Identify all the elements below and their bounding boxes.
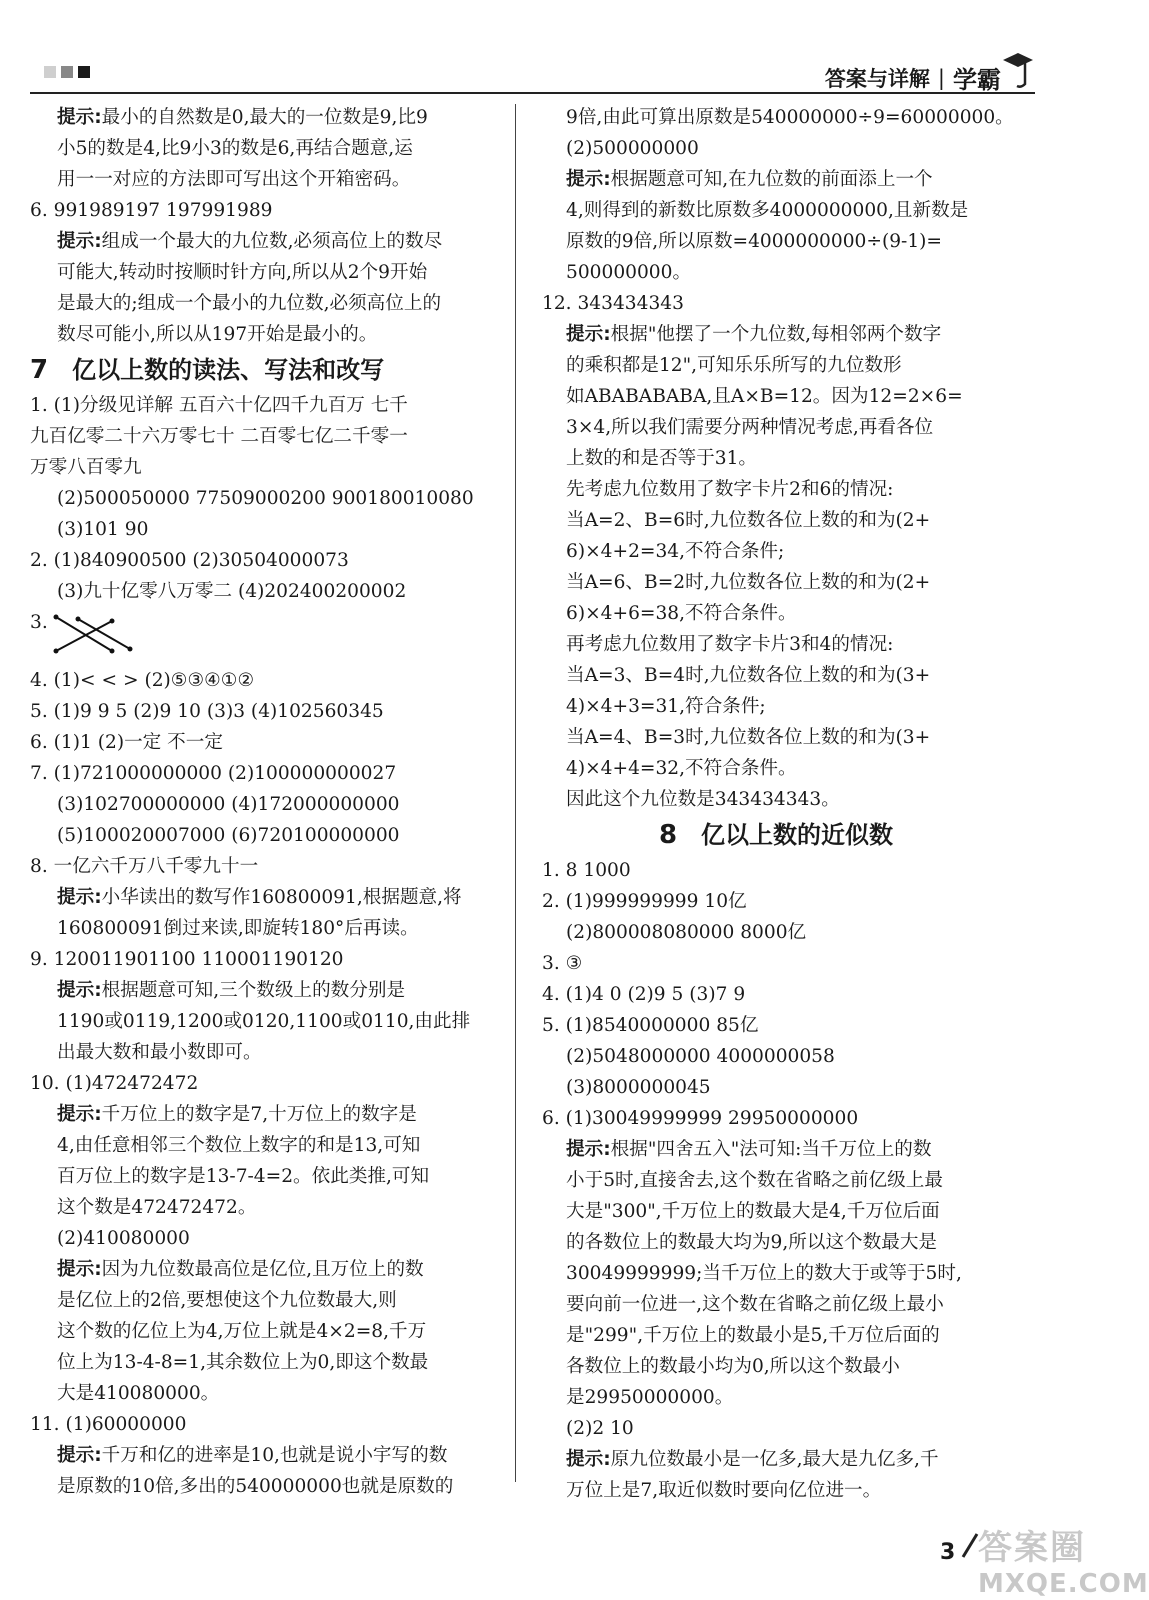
text-line: 因此这个九位数是343434343。 (566, 789, 840, 810)
text-line: 的各数位上的数最大均为9,所以这个数最大是 (566, 1232, 938, 1253)
hint-line: 提示:最小的自然数是0,最大的一位数是9,比9 (57, 107, 428, 128)
hint-line: 提示:根据题意可知,三个数级上的数分别是 (57, 980, 406, 1001)
text-line: 30049999999;当千万位上的数大于或等于5时, (566, 1263, 962, 1284)
text-line: 各数位上的数最小均为0,所以这个数最小 (566, 1356, 900, 1377)
answer-1: 1. (1)分级见详解 五百六十亿四千九百万 七千 (30, 395, 408, 416)
text-line: (3)8000000045 (566, 1077, 711, 1098)
hint-line: 提示:原九位数最小是一亿多,最大是九亿多,千 (566, 1449, 939, 1470)
header-marks (44, 66, 90, 78)
pencil-icon (960, 1530, 980, 1560)
text-line: 500000000。 (566, 262, 692, 283)
text-line: 1190或0119,1200或0120,1100或0110,由此排 (57, 1011, 471, 1032)
text-line: (2)5048000000 4000000058 (566, 1046, 835, 1067)
header-mark (78, 66, 90, 78)
answer-9: 9. 120011901100 110001190120 (30, 949, 344, 970)
text-line: 小于5时,直接舍去,这个数在省略之前亿级上最 (566, 1170, 943, 1191)
text-line: 万零八百零九 (30, 457, 142, 478)
text-line: (2)500050000 77509000200 900180010080 (57, 488, 474, 509)
header-rule (30, 92, 1035, 94)
hint-line: 提示:因为九位数最高位是亿位,且万位上的数 (57, 1259, 424, 1280)
text-line: 9倍,由此可算出原数是540000000÷9=60000000。 (566, 107, 1014, 128)
text-line: 上数的和是否等于31。 (566, 448, 758, 469)
hint-line: 提示:千万位上的数字是7,十万位上的数字是 (57, 1104, 417, 1125)
text-line: (2)500000000 (566, 138, 699, 159)
text-line: 大是"300",千万位上的数最大是4,千万位后面 (566, 1201, 940, 1222)
hint-line: 提示:根据"四舍五入"法可知:当千万位上的数 (566, 1139, 932, 1160)
answer-5: 5. (1)8540000000 85亿 (542, 1015, 759, 1036)
text-line: 出最大数和最小数即可。 (57, 1042, 262, 1063)
answer-3: 3. ③ (542, 953, 583, 974)
text-line: 是最大的;组成一个最小的九位数,必须高位上的 (57, 293, 442, 314)
answer-3: 3. (30, 607, 498, 665)
text-line: 是原数的10倍,多出的540000000也就是原数的 (57, 1476, 454, 1497)
text-line: (3)101 90 (57, 519, 149, 540)
text-line: 百万位上的数字是13-7-4=2。依此类推,可知 (57, 1166, 430, 1187)
answer-6: 6. 991989197 197991989 (30, 200, 273, 221)
text-line: 要向前一位进一,这个数在省略之前亿级上最小 (566, 1294, 944, 1315)
text-line: 3×4,所以我们需要分两种情况考虑,再看各位 (566, 417, 934, 438)
text-line: 这个数是472472472。 (57, 1197, 257, 1218)
text-line: 原数的9倍,所以原数=4000000000÷(9-1)= (566, 231, 942, 252)
text-line: 万位上是7,取近似数时要向亿位进一。 (566, 1480, 882, 1501)
column-divider (515, 104, 516, 1482)
text-line: 用一一对应的方法即可写出这个开箱密码。 (57, 169, 411, 190)
text-line: 当A=6、B=2时,九位数各位上数的和为(2+ (566, 572, 931, 593)
text-line: 6)×4+6=38,不符合条件。 (566, 603, 797, 624)
matching-lines-diagram (52, 613, 134, 661)
text-line: 九百亿零二十六万零七十 二百零七亿二千零一 (30, 426, 408, 447)
header-separator: | (937, 65, 945, 90)
text-line: 数尽可能小,所以从197开始是最小的。 (57, 324, 378, 345)
text-line: 如ABABABABA,且A×B=12。因为12=2×6= (566, 386, 963, 407)
hint-line: 提示:根据题意可知,在九位数的前面添上一个 (566, 169, 933, 190)
text-line: 当A=4、B=3时,九位数各位上数的和为(3+ (566, 727, 931, 748)
answer-4: 4. (1)< < > (2)⑤③④①② (30, 670, 255, 691)
right-column (542, 102, 1014, 1506)
watermark-top: 答案圈 (978, 1528, 1086, 1568)
answer-2: 2. (1)840900500 (2)30504000073 (30, 550, 349, 571)
text-line: 4,则得到的新数比原数多4000000000,且新数是 (566, 200, 969, 221)
hint-line: 提示:组成一个最大的九位数,必须高位上的数尽 (57, 231, 443, 252)
text-line: 4,由任意相邻三个数位上数字的和是13,可知 (57, 1135, 421, 1156)
header-title-group (825, 60, 1001, 95)
text-line: 再考虑九位数用了数字卡片3和4的情况: (566, 634, 894, 655)
hint-line: 提示:千万和亿的进率是10,也就是说小宇写的数 (57, 1445, 448, 1466)
answer-2: 2. (1)999999999 10亿 (542, 891, 747, 912)
section-8-title: 8 亿以上数的近似数 (658, 820, 894, 850)
text-line: (3)102700000000 (4)172000000000 (57, 794, 400, 815)
section-7-title: 7 亿以上数的读法、写法和改写 (30, 355, 385, 385)
text-line: 6)×4+2=34,不符合条件; (566, 541, 785, 562)
watermark (978, 1520, 1149, 1599)
answer-5: 5. (1)9 9 5 (2)9 10 (3)3 (4)102560345 (30, 701, 384, 722)
text-line: 4)×4+3=31,符合条件; (566, 696, 766, 717)
answer-6: 6. (1)1 (2)一定 不一定 (30, 732, 223, 753)
answer-8: 8. 一亿六千万八千零九十一 (30, 856, 259, 877)
page-header (0, 0, 1079, 100)
answer-4: 4. (1)4 0 (2)9 5 (3)7 9 (542, 984, 746, 1005)
text-line: 先考虑九位数用了数字卡片2和6的情况: (566, 479, 894, 500)
header-title: 答案与详解 (824, 66, 930, 91)
text-line: 大是410080000。 (57, 1383, 220, 1404)
header-mark (44, 66, 56, 78)
text-line: 可能大,转动时按顺时针方向,所以从2个9开始 (57, 262, 428, 283)
answer-12: 12. 343434343 (542, 293, 684, 314)
header-mark (61, 66, 73, 78)
text-line: (2)2 10 (566, 1418, 634, 1439)
hint-line: 提示:根据"他摆了一个九位数,每相邻两个数字 (566, 324, 942, 345)
text-line: (3)九十亿零八万零二 (4)202400200002 (57, 581, 407, 602)
text-line: 这个数的亿位上为4,万位上就是4×2=8,千万 (57, 1321, 427, 1342)
graduation-cap-icon (1001, 50, 1035, 90)
text-line: (2)410080000 (57, 1228, 190, 1249)
text-line: 是亿位上的2倍,要想使这个九位数最大,则 (57, 1290, 397, 1311)
answer-10: 10. (1)472472472 (30, 1073, 199, 1094)
text-line: 4)×4+4=32,不符合条件。 (566, 758, 797, 779)
text-line: 当A=3、B=4时,九位数各位上数的和为(3+ (566, 665, 931, 686)
page-number: 3 (940, 1540, 956, 1565)
text-line: 是29950000000。 (566, 1387, 734, 1408)
text-line: (2)800008080000 8000亿 (566, 922, 807, 943)
text-line: 小5的数是4,比9小3的数是6,再结合题意,运 (57, 138, 413, 159)
header-brand: 学霸 (953, 66, 1001, 94)
answer-7: 7. (1)721000000000 (2)100000000027 (30, 763, 397, 784)
left-column (30, 102, 498, 1502)
text-line: 160800091倒过来读,即旋转180°后再读。 (57, 918, 419, 939)
hint-line: 提示:小华读出的数写作160800091,根据题意,将 (57, 887, 462, 908)
text-line: 位上为13-4-8=1,其余数位上为0,即这个数最 (57, 1352, 429, 1373)
text-line: 当A=2、B=6时,九位数各位上数的和为(2+ (566, 510, 931, 531)
text-line: (5)100020007000 (6)720100000000 (57, 825, 400, 846)
text-line: 的乘积都是12",可知乐乐所写的九位数形 (566, 355, 902, 376)
watermark-bottom: MXQE.COM (978, 1569, 1149, 1599)
answer-1: 1. 8 1000 (542, 860, 631, 881)
text-line: 是"299",千万位上的数最小是5,千万位后面的 (566, 1325, 940, 1346)
answer-6: 6. (1)30049999999 29950000000 (542, 1108, 859, 1129)
answer-11: 11. (1)60000000 (30, 1414, 187, 1435)
